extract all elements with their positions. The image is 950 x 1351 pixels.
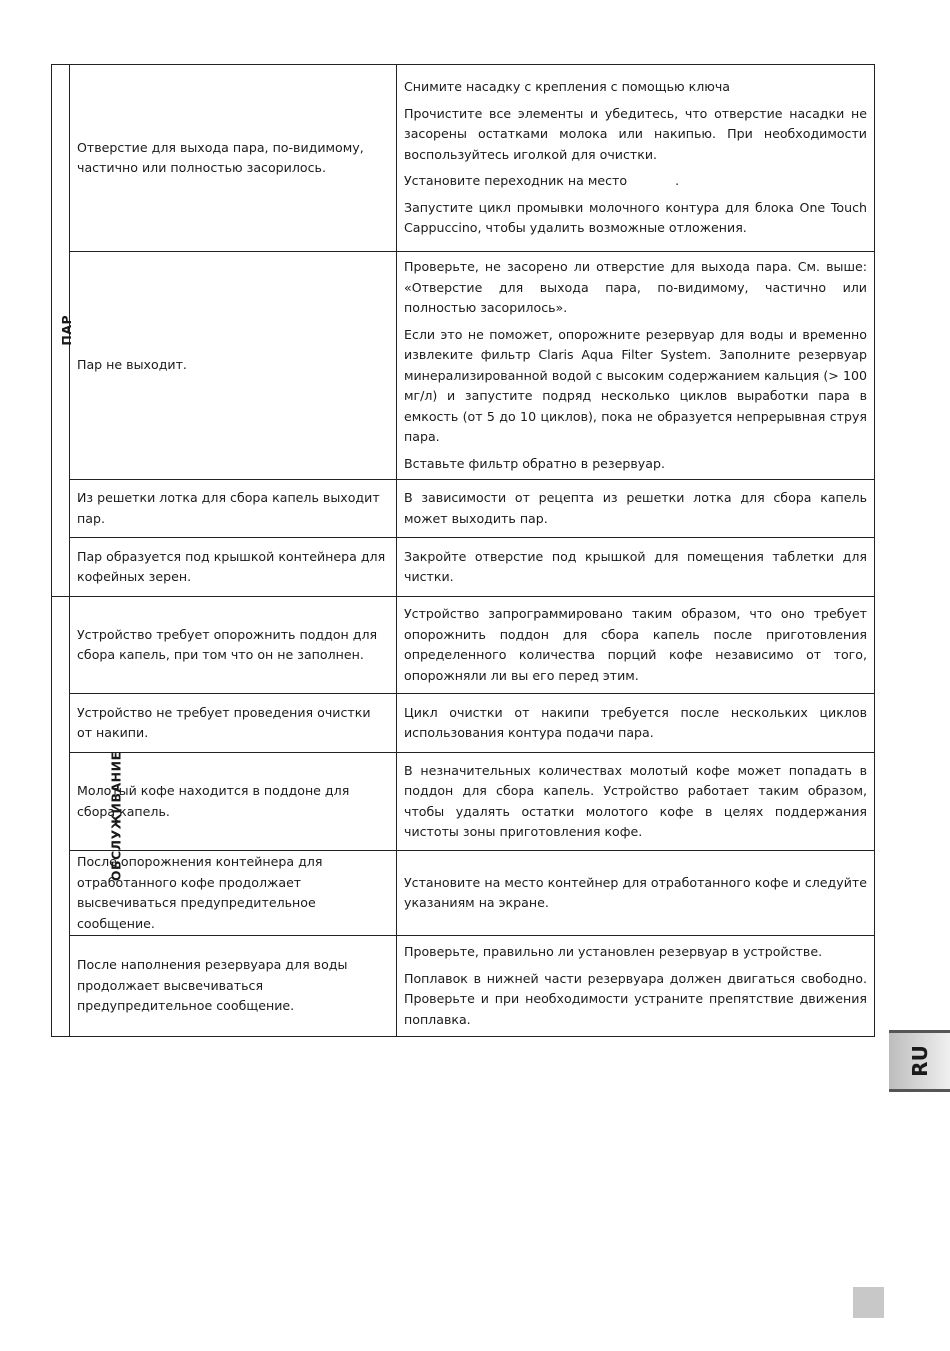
solution-text: Цикл очистки от накипи требуется после нескольких циклов использования контура подачи пара. xyxy=(404,704,872,740)
problem-cell: Устройство не требует проведения очистки от накипи. xyxy=(70,694,397,753)
problem-cell: Из решетки лотка для сбора капель выходит пар. xyxy=(70,480,397,538)
table-row xyxy=(52,65,875,252)
troubleshooting-table xyxy=(51,64,875,1037)
solution-text: Поплавок в нижней части резервуара должен двигаться свободно. Проверьте и при необходимости устраните препятствие движения поплавка. xyxy=(404,970,872,1027)
table-row xyxy=(52,936,875,1037)
solution-text: В зависимости от рецепта из решетки лотка для сбора капель может выходить пар. xyxy=(404,490,872,526)
solution-cell xyxy=(397,480,875,538)
section-label xyxy=(52,597,124,1037)
solution-text: Установите на место контейнер для отработанного кофе и следуйте указаниям на экране. xyxy=(404,874,872,910)
page-number-box xyxy=(853,1287,884,1318)
table-row xyxy=(52,597,875,694)
table-row xyxy=(52,538,875,597)
solution-text: Закройте отверстие под крышкой для помещения таблетки для чистки. xyxy=(404,548,872,584)
section-title: ПАР xyxy=(59,315,75,346)
problem-cell: Пар не выходит. xyxy=(70,252,397,480)
solution-text: Если это не поможет, опорожните резервуар для воды и временно извлеките фильтр Claris Aqua Filter System. Заполните резервуар минерализированной водой с высоким содержанием кальция (> 100 мг/л) и запустите подряд несколько циклов выработки пара в емкость (от 5 до 10 циклов), пока не образуется непрерывная струя пара. xyxy=(404,326,872,444)
problem-cell: Отверстие для выхода пара, по-видимому, частично или полностью засорилось. xyxy=(70,65,397,252)
section-title: ОБСЛУЖИВАНИЕ xyxy=(108,751,124,882)
solution-cell xyxy=(397,851,875,936)
solution-text: Устройство запрограммировано таким образом, что оно требует опорожнить поддон для сбора капель после приготовления определенного количества порций кофе независимо от того, опорожняли ли вы его перед этим. xyxy=(404,606,872,683)
problem-cell: Устройство требует опорожнить поддон для сбора капель, при том что он не заполнен. xyxy=(70,597,397,694)
problem-cell: Пар образуется под крышкой контейнера для кофейных зерен. xyxy=(70,538,397,597)
solution-cell xyxy=(397,597,875,694)
solution-text: Проверьте, не засорено ли отверстие для выхода пара. См. выше: «Отверстие для выхода пара, по-видимому, частично или полностью засорилось». xyxy=(404,259,872,315)
solution-text: Запустите цикл промывки молочного контура для блока One Touch Cappuccino, чтобы удалить возможные отложения. xyxy=(404,199,872,236)
solution-cell xyxy=(397,694,875,753)
solution-text: В незначительных количествах молотый кофе может попадать в поддон для сбора капель. Устройство работает таким образом, чтобы удалять остатки молотого кофе в целях поддержания чистоты зоны приготовления кофе. xyxy=(404,762,872,839)
solution-cell xyxy=(397,936,875,1037)
problem-cell: После наполнения резервуара для воды продолжает высвечиваться предупредительное сообщение. xyxy=(70,936,397,1037)
language-tab: RU xyxy=(889,1030,950,1092)
table-row xyxy=(52,252,875,480)
solution-text: Установите переходник на место . xyxy=(404,173,680,189)
problem-cell: После опорожнения контейнера для отработанного кофе продолжает высвечиваться предупредительное сообщение. xyxy=(70,851,397,936)
solution-text: Проверьте, правильно ли установлен резервуар в устройстве. xyxy=(404,944,823,959)
solution-cell xyxy=(397,753,875,851)
table-row xyxy=(52,753,875,851)
solution-cell xyxy=(397,65,875,252)
table-row xyxy=(52,480,875,538)
section-label xyxy=(52,65,75,597)
table-row xyxy=(52,851,875,936)
solution-cell xyxy=(397,538,875,597)
solution-cell xyxy=(397,252,875,480)
solution-text: Снимите насадку с крепления с помощью ключа xyxy=(404,79,731,95)
solution-text: Вставьте фильтр обратно в резервуар. xyxy=(404,455,665,471)
table-row xyxy=(52,694,875,753)
solution-text: Прочистите все элементы и убедитесь, что отверстие насадки не засорены остатками молока или накипью. При необходимости воспользуйтесь иголкой для очистки. xyxy=(404,105,872,162)
problem-cell: Молотый кофе находится в поддоне для сбора капель. xyxy=(70,753,397,851)
